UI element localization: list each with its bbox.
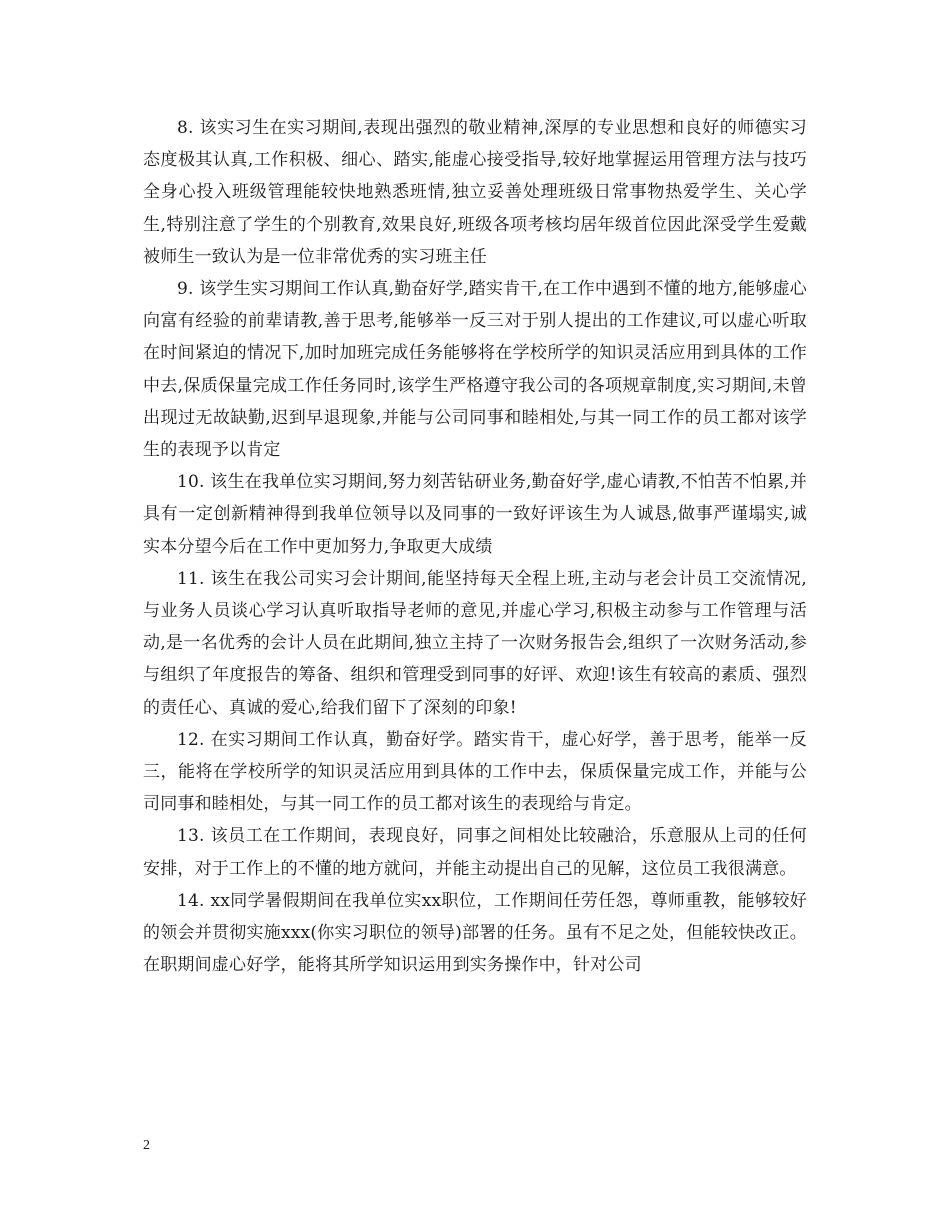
paragraph-10: 10. 该生在我单位实习期间,努力刻苦钻研业务,勤奋好学,虚心请教,不怕苦不怕累,并具有一定创新精神得到我单位领导以及同事的一致好评该生为人诚恳,做事严谨塌实,诚实本分望今后在工作中更加努力,争取更大成绩 — [143, 472, 807, 557]
document-body — [143, 112, 807, 981]
paragraph-14: 14. xx同学暑假期间在我单位实xx职位，工作期间任劳任怨，尊师重教，能够较好的领会并贯彻实施xxx(你实习职位的领导)部署的任务。虽有不足之处，但能较快改正。在职期间虚心好学，能将其所学知识运用到实务操作中，针对公司 — [143, 890, 807, 976]
paragraph-13: 13. 该员工在工作期间，表现良好，同事之间相处比较融洽，乐意服从上司的任何安排，对于工作上的不懂的地方就问，并能主动提出自己的见解，这位员工我很满意。 — [143, 826, 807, 879]
paragraph-12: 12. 在实习期间工作认真，勤奋好学。踏实肯干，虚心好学，善于思考，能举一反三，能将在学校所学的知识灵活应用到具体的工作中去，保质保量完成工作，并能与公司同事和睦相处，与其一同工作的员工都对该生的表现给与肯定。 — [143, 729, 807, 815]
paragraph-11: 11. 该生在我公司实习会计期间,能坚持每天全程上班,主动与老会计员工交流情况,与业务人员谈心学习认真听取指导老师的意见,并虚心学习,积极主动参与工作管理与活动,是一名优秀的会计人员在此期间,独立主持了一次财务报告会,组织了一次财务活动,参与组织了年度报告的筹备、组织和管理受到同事的好评、欢迎!该生有较高的素质、强烈的责任心、真诚的爱心,给我们留下了深刻的印象! — [143, 568, 807, 718]
paragraph-8: 8. 该实习生在实习期间,表现出强烈的敬业精神,深厚的专业思想和良好的师德实习态度极其认真,工作积极、细心、踏实,能虚心接受指导,较好地掌握运用管理方法与技巧全身心投入班级管理能较快地熟悉班情,独立妥善处理班级日常事物热爱学生、关心学生,特别注意了学生的个别教育,效果良好,班级各项考核均居年级首位因此深受学生爱戴被师生一致认为是一位非常优秀的实习班主任 — [143, 118, 807, 267]
page-number: 2 — [143, 1138, 150, 1153]
paragraph-9: 9. 该学生实习期间工作认真,勤奋好学,踏实肯干,在工作中遇到不懂的地方,能够虚心向富有经验的前辈请教,善于思考,能够举一反三对于别人提出的工作建议,可以虚心听取在时间紧迫的情况下,加时加班完成任务能够将在学校所学的知识灵活应用到具体的工作中去,保质保量完成工作任务同时,该学生严格遵守我公司的各项规章制度,实习期间,未曾出现过无故缺勤,迟到早退现象,并能与公司同事和睦相处,与其一同工作的员工都对该学生的表现予以肯定 — [143, 279, 807, 461]
